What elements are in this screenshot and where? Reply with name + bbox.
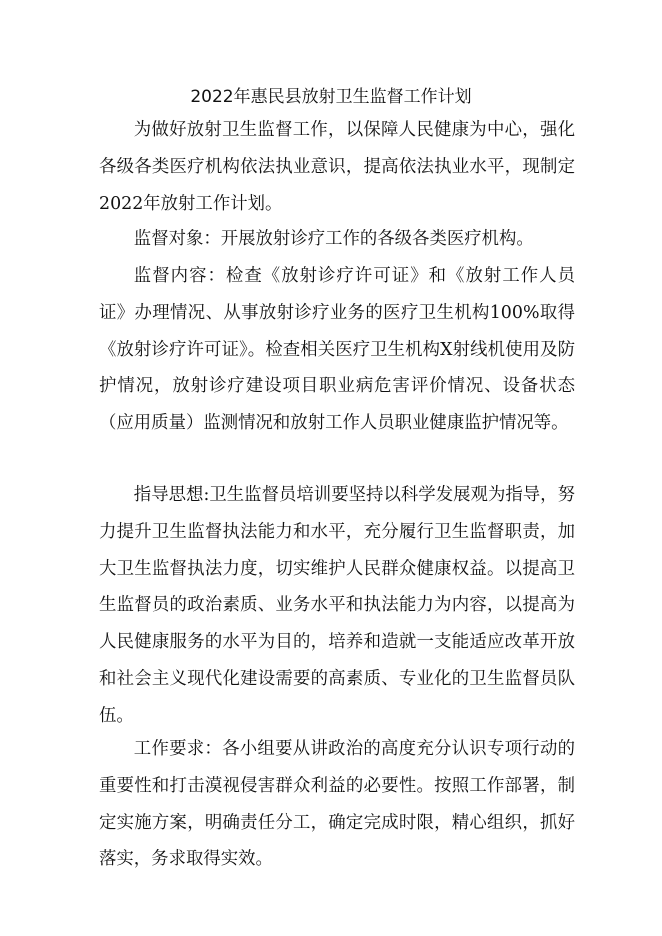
document-title: 2022年惠民县放射卫生监督工作计划 [190,87,472,107]
work-requirements-paragraph: 工作要求：各小组要从讲政治的高度充分认识专项行动的重要性和打击漠视侵害群众利益的必要性。按照工作部署，制定实施方案，明确责任分工，确定完成时限，精心组织，抓好落实，务求取得实效。 [99,739,575,870]
intro-paragraph: 为做好放射卫生监督工作，以保障人民健康为中心，强化各级各类医疗机构依法执业意识，提高依法执业水平，现制定2022年放射工作计划。 [99,120,575,214]
supervision-content-paragraph: 监督内容：检查《放射诊疗许可证》和《放射工作人员证》办理情况、从事放射诊疗业务的医疗卫生机构100%取得《放射诊疗许可证》。检查相关医疗卫生机构X射线机使用及防护情况，放射诊疗建设项目职业病危害评价情况、设备状态（应用质量）监测情况和放射工作人员职业健康监护情况等。 [99,266,575,434]
supervision-target-paragraph: 监督对象：开展放射诊疗工作的各级各类医疗机构。 [133,229,534,249]
guiding-ideology-paragraph: 指导思想:卫生监督员培训要坚持以科学发展观为指导，努力提升卫生监督执法能力和水平，充分履行卫生监督职责，加大卫生监督执法力度，切实维护人民群众健康权益。以提高卫生监督员的政治素质、业务水平和执法能力为内容，以提高为人民健康服务的水平为目的，培养和造就一支能适应改革开放和社会主义现代化建设需要的高素质、专业化的卫生监督员队伍。 [99,485,575,726]
